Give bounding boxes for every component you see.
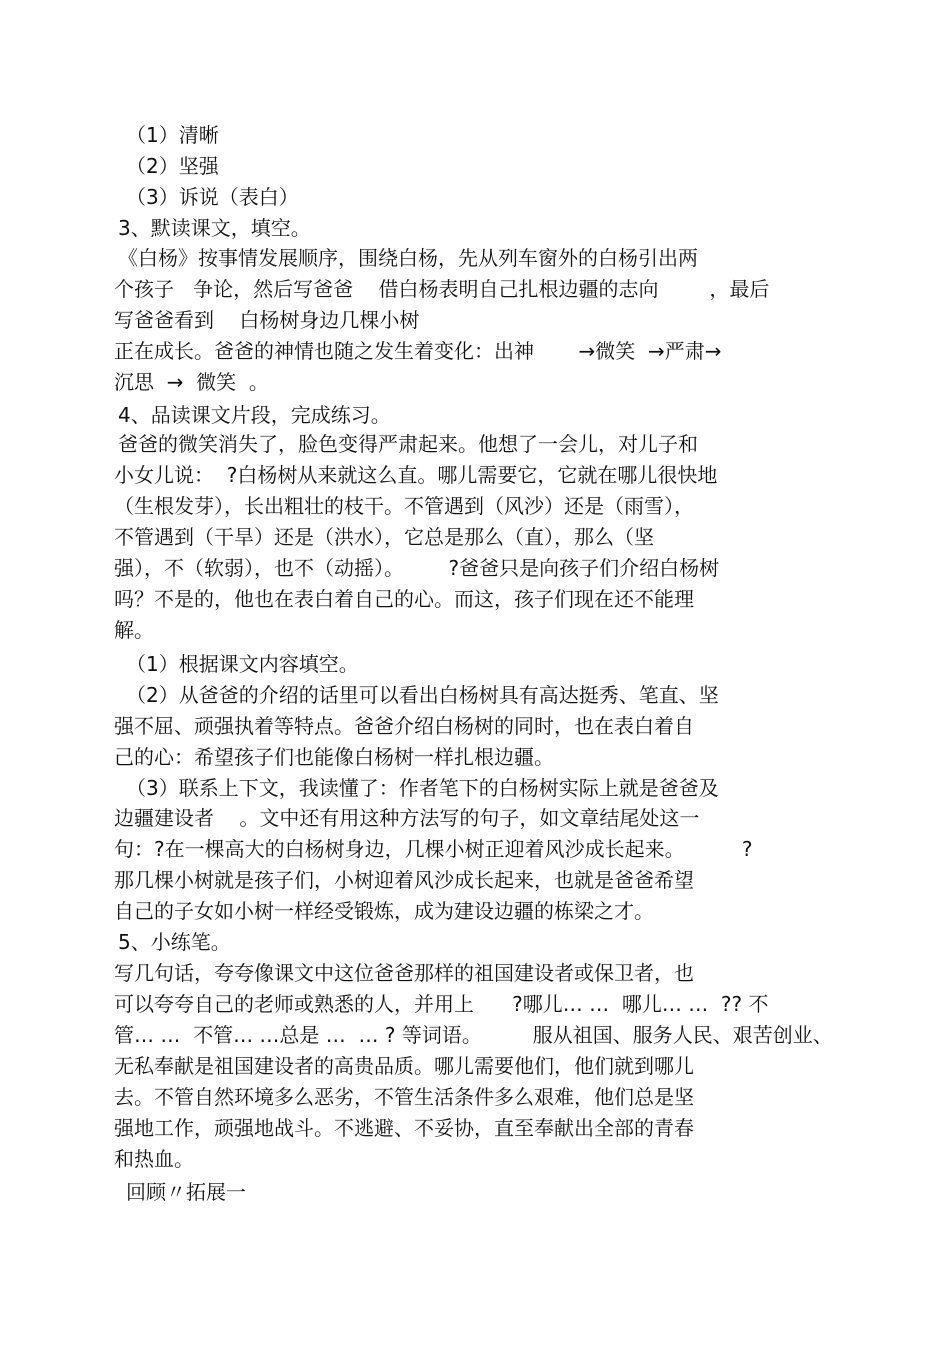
paragraph-line: 强不屈、顽强执着等特点。爸爸介绍白杨树的同时，也在表白着自 [114,714,694,738]
paragraph-line: 边疆建设者 。文中还有用这种方法写的句子，如文章结尾处这一 [114,806,700,830]
sub-question-2: （2）从爸爸的介绍的话里可以看出白杨树具有高达挺秀、笔直、坚 [126,683,719,707]
paragraph-line: 那几棵小树就是孩子们，小树迎着风沙成长起来，也就是爸爸希望 [114,868,694,892]
passage-line: 小女儿说： ?白杨树从来就这么直。哪儿需要它，它就在哪儿很快地 [114,463,718,487]
paragraph-line: 和热血。 [114,1147,194,1171]
paragraph-line: 写爸爸看到 白杨树身边几棵小树 [114,308,420,332]
paragraph-line: 无私奉献是祖国建设者的高贵品质。哪儿需要他们，他们就到哪儿 [114,1054,694,1078]
paragraph-line: 正在成长。爸爸的神情也随之发生着变化：出神 →微笑 →严肃→ [114,339,722,363]
passage-line: （生根发芽），长出粗壮的枝干。不管遇到（风沙）还是（雨雪）， [114,494,694,518]
paragraph-line: 可以夸夸自己的老师或熟悉的人，并用上 ?哪儿… … 哪儿… … ?? 不 [114,992,769,1016]
passage-line: 爸爸的微笑消失了，脸色变得严肃起来。他想了一会儿，对儿子和 [118,432,698,456]
section-heading: 回顾〃拓展一 [126,1180,246,1204]
paragraph-line: 沉思 → 微笑 。 [114,370,269,394]
passage-line: 不管遇到（干旱）还是（洪水），它总是那么（直），那么（坚 [114,525,654,549]
answer-1: （1）清晰 [126,123,219,147]
question-3-heading: 3、默读课文，填空。 [118,216,311,240]
question-4-heading: 4、品读课文片段，完成练习。 [118,403,391,427]
answer-2: （2）坚强 [126,154,219,178]
paragraph-line: 《白杨》按事情发展顺序，围绕白杨，先从列车窗外的白杨引出两 [118,246,698,270]
passage-line: 强），不（软弱），也不（动摇）。 ?爸爸只是向孩子们介绍白杨树 [114,556,720,580]
passage-line: 吗？不是的，他也在表白着自己的心。而这，孩子们现在还不能理 [114,587,694,611]
paragraph-line: 强地工作，顽强地战斗。不逃避、不妥协，直至奉献出全部的青春 [114,1116,694,1140]
paragraph-line: 写几句话，夸夸像课文中这位爸爸那样的祖国建设者或保卫者，也 [114,961,694,985]
paragraph-line: 去。不管自然环境多么恶劣，不管生活条件多么艰难，他们总是坚 [114,1085,694,1109]
paragraph-line: 管… … 不管… …总是 … … ? 等词语。 服从祖国、服务人民、艰苦创业、 [114,1023,833,1047]
paragraph-line: 个孩子 争论，然后写爸爸 借白杨表明自己扎根边疆的志向 ，最后 [114,277,770,301]
passage-line: 解。 [114,618,154,642]
paragraph-line: 己的心：希望孩子们也能像白杨树一样扎根边疆。 [114,745,554,769]
answer-3: （3）诉说（表白） [126,185,299,209]
paragraph-line: 自己的子女如小树一样经受锻炼，成为建设边疆的栋梁之才。 [114,899,654,923]
question-5-heading: 5、小练笔。 [118,930,231,954]
paragraph-line: 句：?在一棵高大的白杨树身边，几棵小树正迎着风沙成长起来。 ? [114,837,753,861]
sub-question-3: （3）联系上下文，我读懂了：作者笔下的白杨树实际上就是爸爸及 [126,776,719,800]
sub-question-1: （1）根据课文内容填空。 [126,652,359,676]
